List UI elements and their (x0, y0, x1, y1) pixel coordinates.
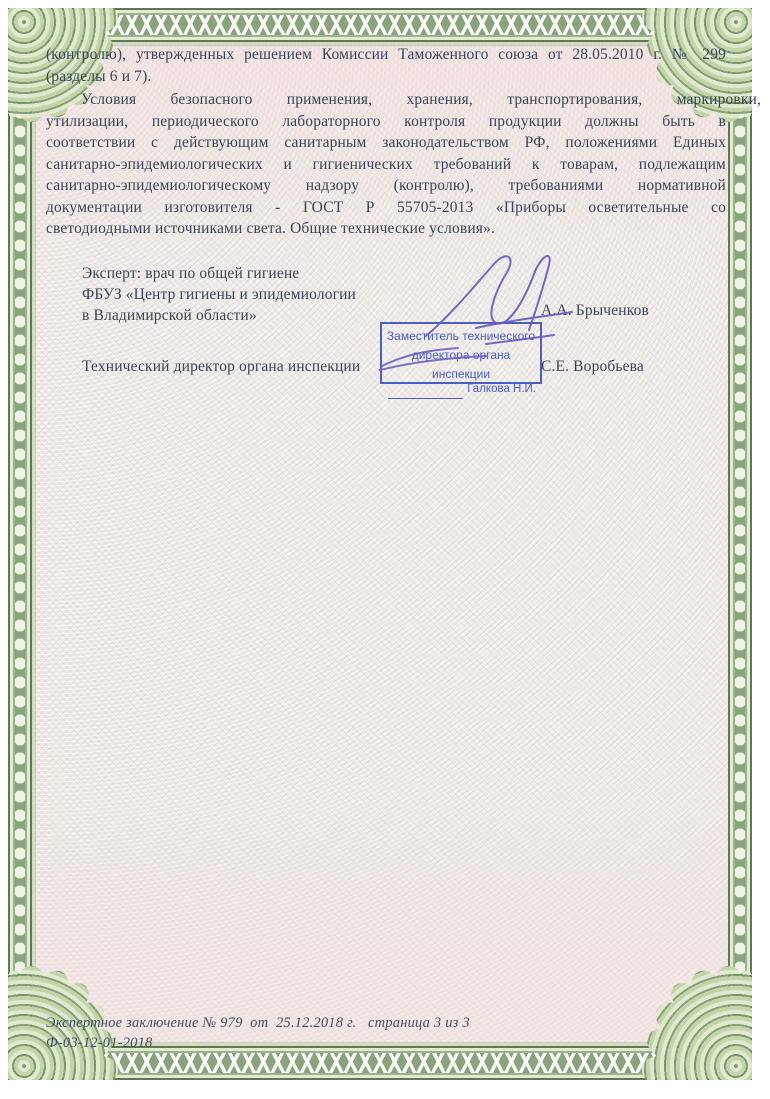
expert-org-line: ФБУЗ «Центр гигиены и эпидемиологии (82, 286, 356, 303)
text-line: (контролю), утвержденных решением Комиссии Таможенного союза от 28.05.2010 г. № 299 (46, 46, 726, 63)
border-left-band (8, 8, 32, 1080)
text-line: соответствии с действующим санитарным законодательством РФ, положениями Единых (46, 134, 726, 151)
paragraph-legal-reference (46, 44, 726, 87)
stamp-text-line: директора органа инспекции (411, 348, 511, 381)
text-line: светодиодными источниками света. Общие технические условия». (46, 220, 495, 237)
expert-name: А.А. Брыченков (541, 302, 649, 319)
text-line: (разделы 6 и 7). (46, 67, 152, 85)
text-line: Условия безопасного применения, хранения, транспортирования, маркировки, (81, 91, 761, 108)
text-line: санитарно-эпидемиологическому надзору (контролю), требованиями нормативной (46, 177, 726, 194)
deputy-director-stamp (380, 322, 542, 395)
technical-director-title: Технический директор органа инспекции (82, 358, 361, 375)
footer-reference-line: Экспертное заключение № 979 от 25.12.2018 г. страница 3 из 3 (46, 1015, 470, 1031)
text-line: санитарно-эпидемиологических и гигиенических требований к товарам, подлежащим (46, 155, 726, 173)
stamp-signature-line (388, 388, 463, 399)
expert-signature-block (82, 263, 442, 326)
text-line: документации изготовителя - ГОСТ Р 55705-2013 «Приборы осветительные со (46, 198, 726, 216)
footer-form-number: Ф-03-12-01-2018 (46, 1035, 153, 1051)
text-line: утилизации, периодического лабораторного контроля продукции должны быть в (46, 112, 726, 130)
paragraph-safety-conditions (46, 89, 761, 240)
stamp-text-line: Заместитель технического (386, 329, 536, 343)
border-top-band (8, 8, 752, 42)
expert-org-line: в Владимирской области» (82, 307, 257, 324)
stamp-signature-row (382, 384, 540, 401)
document-body (46, 44, 761, 240)
border-right-band (728, 8, 752, 1080)
document-footer (46, 1013, 470, 1053)
expert-role-line: Эксперт: врач по общей гигиене (82, 265, 300, 282)
technical-director-name: С.Е. Воробьева (541, 358, 644, 375)
stamp-signer-name: Галкова Н.И. (467, 383, 536, 395)
